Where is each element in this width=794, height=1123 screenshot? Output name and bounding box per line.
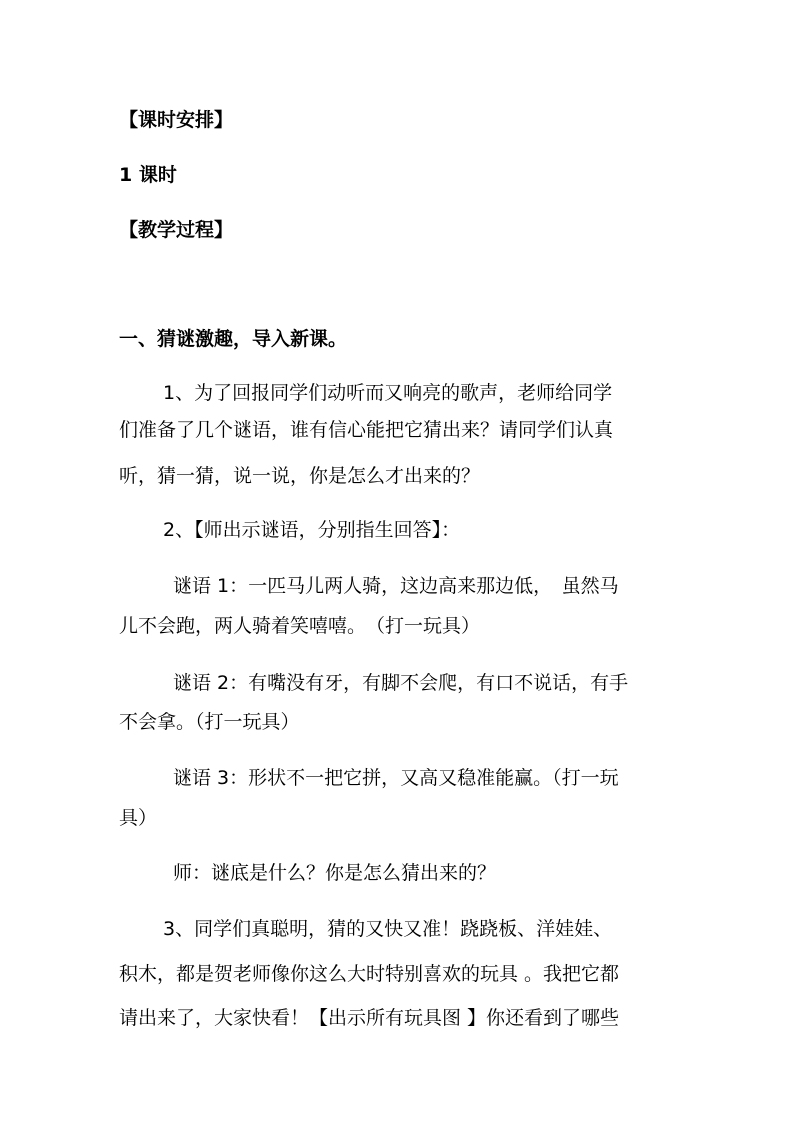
paragraph-3-line-2: 积木，都是贺老师像你这么大时特别喜欢的玩具 。我把它都 — [119, 963, 620, 985]
paragraph-1-line-2: 们准备了几个谜语，谁有信心能把它猜出来？请同学们认真 — [119, 419, 614, 441]
riddle-3-line-2: 具） — [119, 807, 158, 829]
paragraph-1-line-1: 1、为了回报同学们动听而又响亮的歌声，老师给同学 — [163, 382, 613, 404]
teacher-question: 师：谜底是什么？你是怎么猜出来的？ — [173, 862, 497, 884]
paragraph-2-line-1: 2、【师出示谜语，分别指生回答】： — [163, 519, 461, 541]
section-one-heading: 一、猜谜激趣，导入新课。 — [119, 328, 348, 350]
riddle-3-line-1: 谜语 3：形状不一把它拼，又高又稳准能赢。（打一玩 — [173, 767, 619, 789]
riddle-2-line-2: 不会拿。（打一玩具） — [119, 711, 300, 733]
paragraph-1-line-3: 听，猜一猜，说一说，你是怎么才出来的？ — [119, 465, 481, 487]
schedule-value: 1 课时 — [119, 164, 177, 186]
process-heading: 【教学过程】 — [119, 219, 234, 241]
paragraph-3-line-1: 3、同学们真聪明，猜的又快又准！跷跷板、洋娃娃、 — [163, 918, 613, 940]
riddle-1-line-2: 儿不会跑，两人骑着笑嘻嘻。 （打一玩具） — [119, 615, 481, 637]
riddle-1-line-1: 谜语 1：一匹马儿两人骑，这边高来那边低， 虽然马 — [173, 575, 619, 597]
paragraph-3-line-3: 请出来了，大家快看！【出示所有玩具图 】你还看到了哪些 — [119, 1007, 620, 1029]
riddle-2-line-1: 谜语 2：有嘴没有牙，有脚不会爬，有口不说话，有手 — [173, 672, 629, 694]
schedule-heading: 【课时安排】 — [119, 109, 234, 131]
